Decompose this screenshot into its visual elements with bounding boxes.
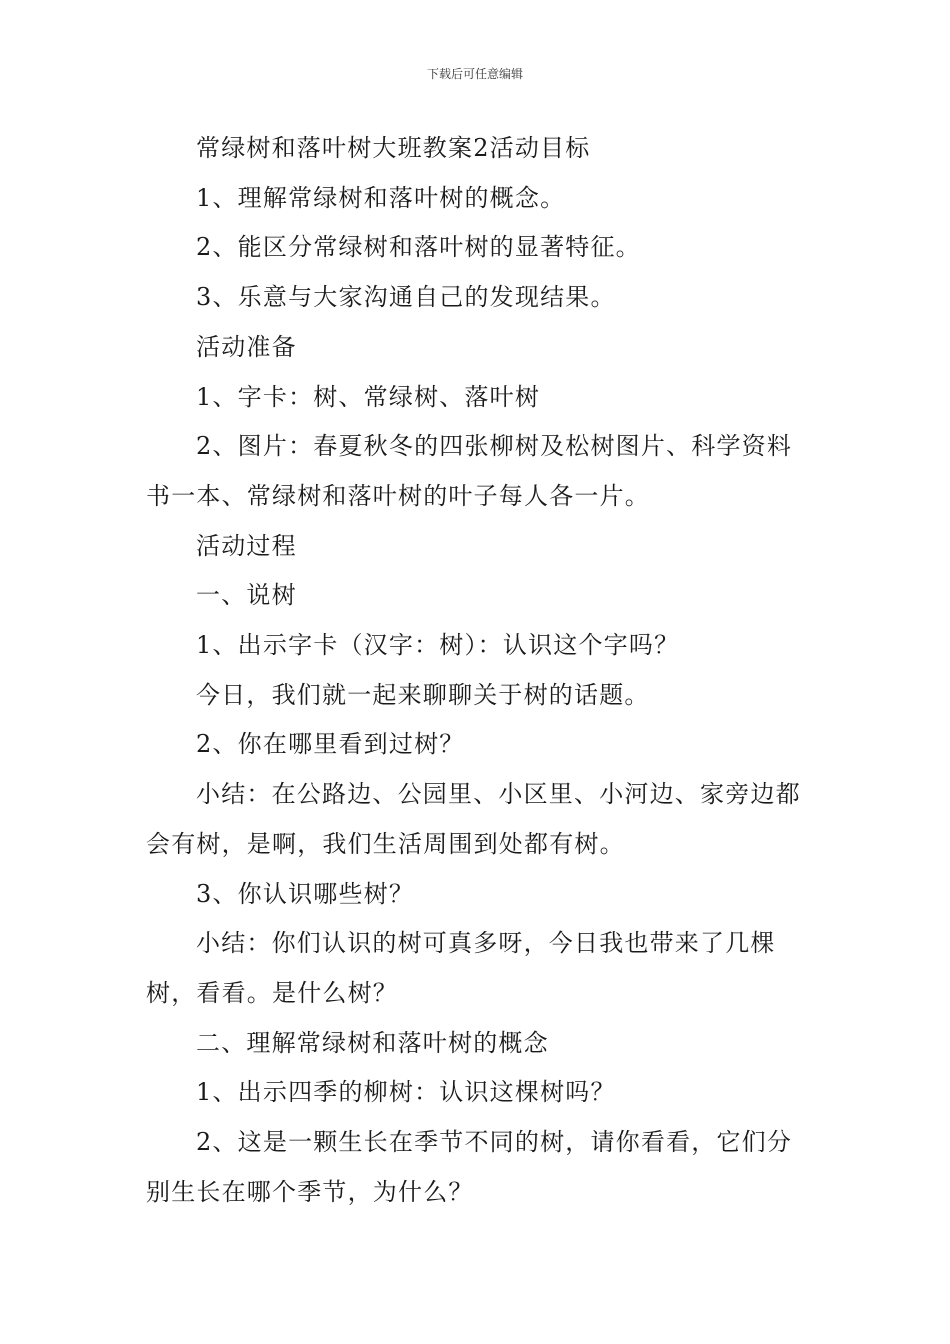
section-heading: 活动过程 [196,531,297,560]
paragraph: 1、出示四季的柳树：认识这棵树吗？ [196,1078,616,1107]
paragraph: 小结：在公路边、公园里、小区里、小河边、家旁边都会有树，是啊，我们生活周围到处都有树。 [146,780,801,858]
paragraph: 3、你认识哪些树？ [196,879,415,908]
paragraph: 2、你在哪里看到过树？ [196,730,465,759]
paragraph: 2、这是一颗生长在季节不同的树，请你看看，它们分别生长在哪个季节，为什么？ [146,1128,793,1206]
paragraph: 1、出示字卡（汉字：树）：认识这个字吗？ [196,631,680,660]
paragraph: 2、能区分常绿树和落叶树的显著特征。 [196,233,641,262]
section-heading: 活动准备 [196,332,297,361]
paragraph: 1、理解常绿树和落叶树的概念。 [196,183,566,212]
subsection-heading: 二、理解常绿树和落叶树的概念 [196,1028,549,1057]
paragraph: 1、字卡：树、常绿树、落叶树 [196,382,541,411]
paragraph: 2、图片：春夏秋冬的四张柳树及松树图片、科学资料书一本、常绿树和落叶树的叶子每人各一片。 [146,432,793,510]
paragraph: 小结：你们认识的树可真多呀，今日我也带来了几棵树，看看。是什么树？ [146,929,776,1007]
document-body [146,124,812,1217]
paragraph: 今日，我们就一起来聊聊关于树的话题。 [196,680,650,709]
page-header-note: 下载后可任意编辑 [426,67,523,81]
paragraph: 3、乐意与大家沟通自己的发现结果。 [196,283,616,312]
subsection-heading: 一、说树 [196,581,297,610]
lesson-title: 常绿树和落叶树大班教案2活动目标 [196,134,591,162]
